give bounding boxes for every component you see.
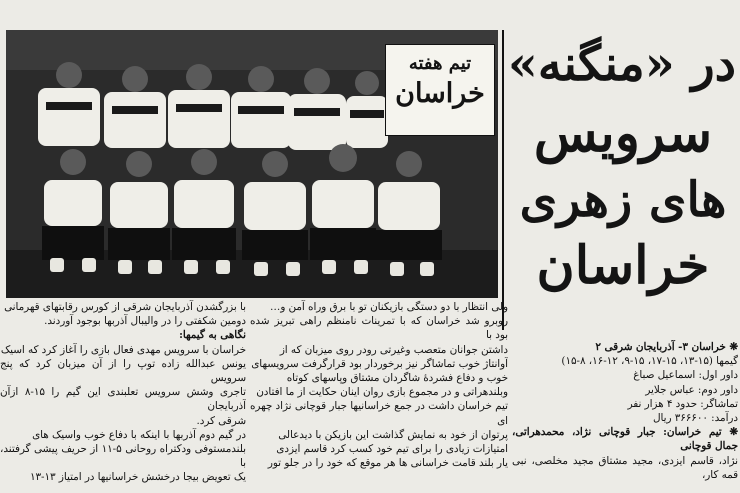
text-line: یک تعویض بیجا درخشش خراسانیها در امتیاز ۱۳-۱۳ bbox=[29, 471, 246, 484]
text-line: شرقی کرد. bbox=[196, 414, 246, 427]
text-line: دومین شکفتی را در والیبال آذربها بوجود آوردند. bbox=[44, 315, 246, 328]
text-line: گیمها (۱۵-۱۳، ۱۵-۱۷، ۱۵-۹، ۱۲-۱۶، ۸-۱۵) bbox=[561, 355, 738, 368]
text-line: ولی انتظار با دو دستگی بازیکنان تو با برق وراه آمن و… bbox=[270, 301, 508, 313]
badge-title: تیم هفته bbox=[408, 53, 472, 74]
article-column-middle bbox=[250, 300, 508, 493]
headline-line: سرویس bbox=[533, 103, 713, 164]
headline-line: خراسان bbox=[536, 235, 710, 296]
text-line: روبرو شد خراسان که با تمرینات نامنظم راهی تبریز شده بود با bbox=[250, 315, 508, 342]
headline-line: در «منگنه» bbox=[507, 36, 736, 92]
text-line: داور دوم: عباس جلایر bbox=[645, 383, 738, 396]
text-line: امتیازات زیادی را برای تیم خود کسب کرد قاسم ایزدی bbox=[276, 443, 508, 456]
text-line: تاجری وشش سرویس تعلبندی این گیم را ۱۵-۸ ازآن آذربایجان bbox=[0, 386, 246, 413]
headline bbox=[507, 34, 736, 296]
text-line: وبلندهراتی و در مجموع بازی روان اینان حکایت از ما افتادن bbox=[256, 386, 508, 399]
text-line: یار بلند قامت خراسانی ها هر موقع که خود را در جلو تور bbox=[267, 457, 508, 470]
team-photo bbox=[6, 30, 498, 298]
text-line: تیم خراسان داشت در جمع خراسانیها جبار قوچانی نژاد چهره ای bbox=[250, 400, 508, 427]
text-line: آوانتاژ خوب تماشاگر نیز برخوردار بود قرارگرفت سرویسهای bbox=[251, 357, 508, 370]
text-line: تماشاگر: حدود ۴ هزار نفر bbox=[627, 397, 738, 410]
text-line: ❋ خراسان ۳- آذربایجان شرقی ۲ bbox=[595, 341, 738, 353]
text-line: با بزرگشدن آذربایجان شرقی از کورس رقابتهای قهرمانی bbox=[4, 301, 246, 313]
text-line: داشتن جوانان متعصب وغیرتی رودر روی میزبان که از bbox=[279, 343, 508, 356]
badge-team-name: خراسان bbox=[395, 78, 485, 109]
article-column-left bbox=[0, 300, 246, 493]
headline-line: های زهری bbox=[519, 172, 727, 228]
text-line: پرتوان از خود به نمایش گذاشت این بازیکن با دیدعالی bbox=[278, 428, 508, 441]
text-line: بلندمستوفی ودکتراه روحانی ۵-۱۱ از حریف پیشی گرفتند، با bbox=[0, 443, 246, 470]
column-divider bbox=[502, 30, 504, 330]
text-line: خوب و دفاع فشردهٔ شاگردان مشتاق وپاسهای کوتاه bbox=[286, 372, 508, 385]
text-line: درآمد: ۳۶۶۶۰۰ ریال bbox=[652, 412, 738, 425]
text-line: نژاد، قاسم ایزدی، مجید مشتاق مجید مخلصی، نبی قمه کار، bbox=[512, 454, 738, 481]
text-line: یونس عبدالله زاده توپ را از آن میزبان کرد که پنج سرویس bbox=[0, 357, 246, 385]
match-facts-column bbox=[512, 340, 738, 493]
text-line: ❋ تیم خراسان: جبار قوچانی نژاد، محمدهراتی، جمال قوچانی bbox=[512, 426, 738, 453]
text-line: خراسان با سرویس مهدی فعال بازی را آغاز کرد که اسیک bbox=[0, 343, 246, 356]
team-of-week-badge bbox=[385, 44, 495, 136]
text-line: داور اول: اسماعیل صباغ bbox=[633, 369, 738, 382]
text-line: نگاهی به گیمها: bbox=[179, 329, 246, 342]
text-line: در گیم دوم آذربها با اینکه با دفاع خوب واسیک های bbox=[32, 428, 246, 441]
